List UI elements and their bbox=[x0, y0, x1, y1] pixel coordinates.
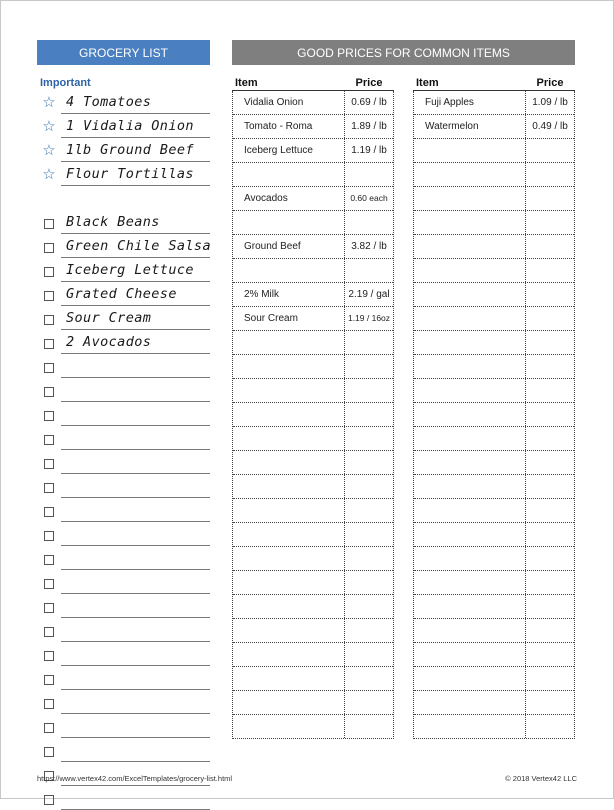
table-row bbox=[414, 211, 574, 235]
list-item bbox=[37, 690, 210, 714]
checkbox-icon[interactable] bbox=[43, 240, 55, 254]
list-item bbox=[37, 450, 210, 474]
item-cell[interactable] bbox=[414, 187, 526, 210]
list-item-text[interactable] bbox=[61, 429, 210, 450]
table-row bbox=[233, 115, 393, 139]
price-cell[interactable] bbox=[345, 595, 393, 618]
checkbox-icon[interactable] bbox=[43, 744, 55, 758]
list-item bbox=[37, 306, 210, 330]
list-item-text[interactable]: 2 Avocados bbox=[61, 333, 210, 354]
table-row bbox=[414, 115, 574, 139]
table-row bbox=[233, 595, 393, 619]
item-cell[interactable]: Sour Cream bbox=[233, 307, 345, 330]
prices-table-right-header bbox=[413, 77, 575, 91]
grocery-list-header: GROCERY LIST bbox=[37, 40, 210, 65]
item-cell[interactable] bbox=[414, 307, 526, 330]
list-item bbox=[37, 522, 210, 546]
table-row bbox=[233, 235, 393, 259]
table-row bbox=[233, 91, 393, 115]
item-cell[interactable]: Watermelon bbox=[414, 115, 526, 138]
checkbox-icon[interactable] bbox=[43, 600, 55, 614]
price-cell[interactable] bbox=[526, 331, 574, 354]
price-cell[interactable] bbox=[526, 307, 574, 330]
checkbox-icon[interactable] bbox=[43, 576, 55, 590]
item-cell[interactable] bbox=[414, 139, 526, 162]
table-row bbox=[414, 547, 574, 571]
table-row bbox=[414, 451, 574, 475]
item-cell[interactable] bbox=[414, 235, 526, 258]
table-row bbox=[233, 523, 393, 547]
table-row bbox=[414, 715, 574, 738]
list-item-text[interactable] bbox=[61, 645, 210, 666]
item-cell[interactable] bbox=[233, 571, 345, 594]
table-row bbox=[414, 499, 574, 523]
price-cell[interactable] bbox=[526, 139, 574, 162]
item-cell[interactable] bbox=[414, 715, 526, 738]
list-item bbox=[37, 738, 210, 762]
list-item bbox=[37, 282, 210, 306]
price-cell[interactable]: 1.09 / lb bbox=[532, 97, 568, 108]
table-row bbox=[414, 571, 574, 595]
list-item bbox=[37, 642, 210, 666]
table-row bbox=[414, 235, 574, 259]
item-cell[interactable] bbox=[233, 499, 345, 522]
table-row bbox=[414, 307, 574, 331]
checkbox-icon[interactable] bbox=[43, 360, 55, 374]
list-item-text[interactable]: Green Chile Salsa bbox=[61, 237, 210, 258]
table-row bbox=[414, 187, 574, 211]
table-row bbox=[233, 331, 393, 355]
price-cell[interactable] bbox=[345, 211, 393, 234]
list-item-text[interactable]: Iceberg Lettuce bbox=[61, 261, 210, 282]
list-item bbox=[37, 378, 210, 402]
price-cell[interactable] bbox=[345, 355, 393, 378]
list-item bbox=[37, 258, 210, 282]
price-cell[interactable] bbox=[345, 571, 393, 594]
price-cell[interactable] bbox=[526, 259, 574, 282]
table-row bbox=[233, 547, 393, 571]
price-cell[interactable] bbox=[526, 643, 574, 666]
item-cell[interactable] bbox=[414, 475, 526, 498]
item-cell[interactable] bbox=[233, 331, 345, 354]
item-cell[interactable]: Vidalia Onion bbox=[233, 91, 345, 114]
table-row bbox=[414, 139, 574, 163]
price-cell[interactable] bbox=[345, 403, 393, 426]
table-row bbox=[233, 451, 393, 475]
price-cell[interactable] bbox=[345, 475, 393, 498]
list-item-text[interactable]: 1 Vidalia Onion bbox=[61, 117, 210, 138]
price-cell[interactable] bbox=[345, 163, 393, 186]
item-cell[interactable] bbox=[414, 499, 526, 522]
price-cell[interactable] bbox=[526, 211, 574, 234]
checkbox-icon[interactable] bbox=[43, 384, 55, 398]
item-cell[interactable] bbox=[414, 379, 526, 402]
table-row bbox=[233, 187, 393, 211]
item-cell[interactable] bbox=[414, 355, 526, 378]
table-row bbox=[414, 691, 574, 715]
table-row bbox=[233, 379, 393, 403]
checkbox-icon[interactable] bbox=[43, 648, 55, 662]
price-cell[interactable] bbox=[526, 691, 574, 714]
item-cell[interactable] bbox=[233, 451, 345, 474]
item-cell[interactable] bbox=[233, 595, 345, 618]
good-prices-header: GOOD PRICES FOR COMMON ITEMS bbox=[232, 40, 575, 65]
price-cell[interactable] bbox=[345, 451, 393, 474]
list-item-text[interactable] bbox=[61, 453, 210, 474]
table-row bbox=[233, 715, 393, 738]
list-item-text[interactable]: Flour Tortillas bbox=[61, 165, 210, 186]
checkbox-icon[interactable] bbox=[43, 552, 55, 566]
list-item bbox=[37, 402, 210, 426]
table-row bbox=[233, 619, 393, 643]
item-cell[interactable] bbox=[233, 379, 345, 402]
table-row bbox=[233, 427, 393, 451]
prices-table-left-header bbox=[232, 77, 394, 91]
item-cell[interactable]: Fuji Apples bbox=[414, 91, 526, 114]
item-column-header: Item bbox=[416, 77, 439, 89]
checkbox-icon[interactable] bbox=[43, 624, 55, 638]
table-row bbox=[414, 259, 574, 283]
prices-table-left-body bbox=[232, 91, 394, 739]
important-list-item bbox=[37, 138, 210, 162]
checkbox-icon[interactable] bbox=[43, 456, 55, 470]
item-cell[interactable] bbox=[414, 259, 526, 282]
item-cell[interactable] bbox=[414, 643, 526, 666]
table-row bbox=[233, 643, 393, 667]
price-cell[interactable] bbox=[526, 427, 574, 450]
list-item-text[interactable] bbox=[61, 621, 210, 642]
list-item-text[interactable] bbox=[61, 717, 210, 738]
table-row bbox=[233, 163, 393, 187]
item-cell[interactable] bbox=[414, 163, 526, 186]
list-item-text[interactable] bbox=[61, 693, 210, 714]
item-cell[interactable] bbox=[414, 571, 526, 594]
item-cell[interactable] bbox=[414, 403, 526, 426]
item-cell[interactable] bbox=[414, 667, 526, 690]
item-cell[interactable] bbox=[233, 667, 345, 690]
price-cell[interactable] bbox=[345, 667, 393, 690]
item-cell[interactable] bbox=[233, 403, 345, 426]
star-icon: ☆ bbox=[42, 142, 56, 159]
checkbox-icon[interactable] bbox=[43, 336, 55, 350]
price-cell[interactable]: 1.89 / lb bbox=[351, 121, 387, 132]
table-row bbox=[233, 571, 393, 595]
list-item bbox=[37, 426, 210, 450]
prices-table-left bbox=[232, 77, 394, 739]
checkbox-icon[interactable] bbox=[43, 264, 55, 278]
item-cell[interactable] bbox=[414, 547, 526, 570]
star-icon: ☆ bbox=[42, 118, 56, 135]
item-cell[interactable] bbox=[233, 547, 345, 570]
list-item-text[interactable]: 4 Tomatoes bbox=[61, 93, 210, 114]
list-item bbox=[37, 666, 210, 690]
table-row bbox=[414, 523, 574, 547]
item-cell[interactable] bbox=[233, 211, 345, 234]
price-cell[interactable] bbox=[526, 475, 574, 498]
item-cell[interactable] bbox=[414, 595, 526, 618]
list-item-text[interactable] bbox=[61, 573, 210, 594]
item-cell[interactable] bbox=[414, 283, 526, 306]
list-item bbox=[37, 546, 210, 570]
important-list-item bbox=[37, 162, 210, 186]
table-row bbox=[414, 283, 574, 307]
price-cell[interactable] bbox=[345, 547, 393, 570]
list-item-text[interactable]: Sour Cream bbox=[61, 309, 210, 330]
star-icon: ☆ bbox=[42, 166, 56, 183]
grocery-list bbox=[37, 90, 210, 810]
item-cell[interactable]: 2% Milk bbox=[233, 283, 345, 306]
price-cell[interactable] bbox=[345, 523, 393, 546]
table-row bbox=[414, 667, 574, 691]
price-cell[interactable] bbox=[526, 403, 574, 426]
price-cell[interactable] bbox=[526, 451, 574, 474]
price-cell[interactable] bbox=[345, 259, 393, 282]
item-cell[interactable] bbox=[414, 691, 526, 714]
checkbox-icon[interactable] bbox=[43, 312, 55, 326]
item-cell[interactable] bbox=[233, 163, 345, 186]
price-column-header: Price bbox=[355, 77, 383, 89]
price-cell[interactable] bbox=[526, 187, 574, 210]
table-row bbox=[414, 475, 574, 499]
price-cell[interactable]: 3.82 / lb bbox=[351, 241, 387, 252]
table-row bbox=[414, 379, 574, 403]
list-item-text[interactable]: Black Beans bbox=[61, 213, 210, 234]
checkbox-icon[interactable] bbox=[43, 672, 55, 686]
list-item-text[interactable]: Grated Cheese bbox=[61, 285, 210, 306]
footer-copyright: © 2018 Vertex42 LLC bbox=[505, 774, 577, 783]
item-cell[interactable]: Avocados bbox=[233, 187, 345, 210]
price-column-header: Price bbox=[536, 77, 564, 89]
item-cell[interactable] bbox=[414, 427, 526, 450]
item-cell[interactable] bbox=[414, 619, 526, 642]
table-row bbox=[233, 667, 393, 691]
important-list-item bbox=[37, 114, 210, 138]
table-row bbox=[233, 139, 393, 163]
price-cell[interactable] bbox=[526, 499, 574, 522]
list-item bbox=[37, 354, 210, 378]
checkbox-icon[interactable] bbox=[43, 528, 55, 542]
item-column-header: Item bbox=[235, 77, 258, 89]
price-cell[interactable] bbox=[526, 667, 574, 690]
table-row bbox=[233, 307, 393, 331]
table-row bbox=[414, 643, 574, 667]
price-cell[interactable] bbox=[526, 571, 574, 594]
footer-url[interactable]: https://www.vertex42.com/ExcelTemplates/grocery-list.html bbox=[37, 774, 233, 783]
list-item-text[interactable] bbox=[61, 669, 210, 690]
list-item-text[interactable] bbox=[61, 357, 210, 378]
checkbox-icon[interactable] bbox=[43, 480, 55, 494]
list-item bbox=[37, 786, 210, 810]
list-item-text[interactable] bbox=[61, 525, 210, 546]
price-cell[interactable]: 0.60 each bbox=[350, 193, 388, 203]
price-cell[interactable]: 0.49 / lb bbox=[532, 121, 568, 132]
item-cell[interactable] bbox=[233, 715, 345, 738]
list-item-text[interactable]: 1lb Ground Beef bbox=[61, 141, 210, 162]
list-item bbox=[37, 714, 210, 738]
checkbox-icon[interactable] bbox=[43, 216, 55, 230]
price-cell[interactable]: 2.19 / gal bbox=[348, 289, 390, 300]
table-row bbox=[414, 427, 574, 451]
important-list-item bbox=[37, 90, 210, 114]
table-row bbox=[414, 331, 574, 355]
price-cell[interactable] bbox=[526, 235, 574, 258]
list-item bbox=[37, 570, 210, 594]
price-cell[interactable] bbox=[526, 379, 574, 402]
table-row bbox=[414, 91, 574, 115]
item-cell[interactable] bbox=[414, 451, 526, 474]
item-cell[interactable] bbox=[233, 643, 345, 666]
price-cell[interactable] bbox=[345, 379, 393, 402]
price-cell[interactable] bbox=[345, 715, 393, 738]
list-item-text[interactable] bbox=[61, 405, 210, 426]
list-item bbox=[37, 234, 210, 258]
item-cell[interactable] bbox=[233, 259, 345, 282]
list-item-text[interactable] bbox=[61, 741, 210, 762]
list-item-text[interactable] bbox=[61, 549, 210, 570]
item-cell[interactable] bbox=[414, 331, 526, 354]
item-cell[interactable]: Tomato - Roma bbox=[233, 115, 345, 138]
checkbox-icon[interactable] bbox=[43, 696, 55, 710]
price-cell[interactable] bbox=[345, 427, 393, 450]
table-row bbox=[414, 163, 574, 187]
price-cell[interactable] bbox=[345, 619, 393, 642]
list-item bbox=[37, 594, 210, 618]
price-cell[interactable] bbox=[526, 163, 574, 186]
item-cell[interactable] bbox=[233, 355, 345, 378]
table-row bbox=[233, 211, 393, 235]
important-label: Important bbox=[40, 77, 91, 89]
item-cell[interactable] bbox=[233, 691, 345, 714]
list-item-text[interactable] bbox=[61, 789, 210, 810]
price-cell[interactable] bbox=[345, 331, 393, 354]
table-row bbox=[233, 499, 393, 523]
item-cell[interactable] bbox=[233, 523, 345, 546]
table-row bbox=[414, 619, 574, 643]
price-cell[interactable] bbox=[526, 715, 574, 738]
list-item-text[interactable] bbox=[61, 597, 210, 618]
price-cell[interactable]: 1.19 / 16oz bbox=[347, 313, 391, 323]
checkbox-icon[interactable] bbox=[43, 504, 55, 518]
table-row bbox=[414, 403, 574, 427]
price-cell[interactable] bbox=[526, 523, 574, 546]
checkbox-icon[interactable] bbox=[43, 792, 55, 806]
table-row bbox=[414, 595, 574, 619]
table-row bbox=[233, 691, 393, 715]
price-cell[interactable]: 0.69 / lb bbox=[351, 97, 387, 108]
checkbox-icon[interactable] bbox=[43, 408, 55, 422]
price-cell[interactable] bbox=[345, 643, 393, 666]
price-cell[interactable] bbox=[526, 547, 574, 570]
checkbox-icon[interactable] bbox=[43, 288, 55, 302]
item-cell[interactable] bbox=[233, 619, 345, 642]
list-item-text[interactable] bbox=[61, 477, 210, 498]
list-item-text[interactable] bbox=[61, 381, 210, 402]
table-row bbox=[233, 403, 393, 427]
price-cell[interactable] bbox=[526, 595, 574, 618]
item-cell[interactable] bbox=[414, 523, 526, 546]
table-row bbox=[414, 355, 574, 379]
star-icon: ☆ bbox=[42, 94, 56, 111]
table-row bbox=[233, 475, 393, 499]
checkbox-icon[interactable] bbox=[43, 720, 55, 734]
list-item bbox=[37, 498, 210, 522]
list-spacer bbox=[37, 186, 210, 210]
prices-table-right-body bbox=[413, 91, 575, 739]
price-cell[interactable] bbox=[526, 355, 574, 378]
price-cell[interactable]: 1.19 / lb bbox=[351, 145, 387, 156]
price-cell[interactable] bbox=[345, 499, 393, 522]
list-item bbox=[37, 210, 210, 234]
list-item-text[interactable] bbox=[61, 501, 210, 522]
item-cell[interactable] bbox=[414, 211, 526, 234]
item-cell[interactable]: Ground Beef bbox=[233, 235, 345, 258]
table-row bbox=[233, 355, 393, 379]
prices-table-right bbox=[413, 77, 575, 739]
list-item bbox=[37, 618, 210, 642]
item-cell[interactable]: Iceberg Lettuce bbox=[233, 139, 345, 162]
item-cell[interactable] bbox=[233, 475, 345, 498]
list-item bbox=[37, 330, 210, 354]
price-cell[interactable] bbox=[345, 691, 393, 714]
list-item bbox=[37, 474, 210, 498]
checkbox-icon[interactable] bbox=[43, 432, 55, 446]
table-row bbox=[233, 283, 393, 307]
price-cell[interactable] bbox=[526, 283, 574, 306]
table-row bbox=[233, 259, 393, 283]
item-cell[interactable] bbox=[233, 427, 345, 450]
price-cell[interactable] bbox=[526, 619, 574, 642]
